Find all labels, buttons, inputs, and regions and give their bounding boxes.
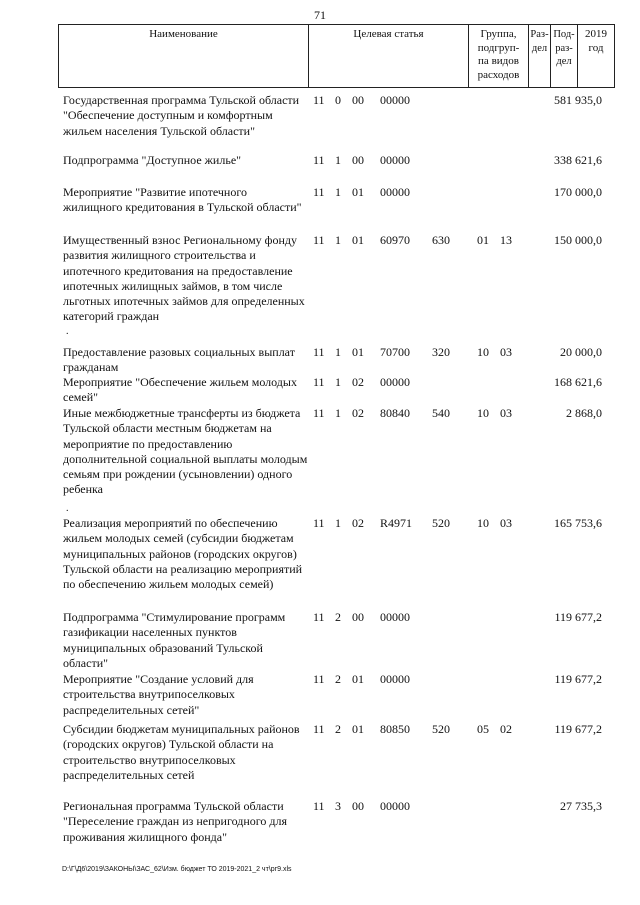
header-name: Наименование xyxy=(59,25,309,87)
row-c-code: 02 xyxy=(352,516,364,530)
row-name: Иные межбюджетные трансферты из бюджета Тульской области местным бюджетам на мероприятие по предоставлению дополнительной социальной выплаты молодым семьям при рождении (усыновлении) одного ребенка xyxy=(63,406,308,497)
header-subsection: Под- раз- дел xyxy=(551,25,578,87)
row-c-code: 01 xyxy=(352,185,364,199)
row-a-code: 11 xyxy=(313,516,325,530)
row-d-code: 80850 xyxy=(380,722,410,736)
row-b-code: 0 xyxy=(335,93,341,107)
row-section-code: 10 xyxy=(477,406,489,420)
row-a-code: 11 xyxy=(313,406,325,420)
row-group-code: 630 xyxy=(432,233,450,247)
row-section-code: 01 xyxy=(477,233,489,247)
row-a-code: 11 xyxy=(313,799,325,813)
row-b-code: 1 xyxy=(335,233,341,247)
row-d-code: 00000 xyxy=(380,185,410,199)
row-value: 338 621,6 xyxy=(554,153,602,167)
row-b-code: 2 xyxy=(335,610,341,624)
row-b-code: 1 xyxy=(335,406,341,420)
row-name: Реализация мероприятий по обеспечению жильем молодых семей (субсидии бюджетам муниципальных районов (городских округов) Тульской области на реализацию мероприятий по обеспечению жильем молодых семей) xyxy=(63,516,303,592)
row-c-code: 00 xyxy=(352,799,364,813)
row-b-code: 1 xyxy=(335,185,341,199)
row-value: 581 935,0 xyxy=(554,93,602,107)
row-c-code: 00 xyxy=(352,610,364,624)
row-a-code: 11 xyxy=(313,375,325,389)
row-b-code: 1 xyxy=(335,516,341,530)
row-d-code: 00000 xyxy=(380,672,410,686)
row-subsection-code: 13 xyxy=(500,233,512,247)
row-b-code: 3 xyxy=(335,799,341,813)
page-number: 71 xyxy=(314,8,326,22)
row-subsection-code: 03 xyxy=(500,406,512,420)
row-b-code: 1 xyxy=(335,345,341,359)
row-section-code: 10 xyxy=(477,516,489,530)
file-path-footer: D:\Г\Д6\2019\ЗАКОНЫ\ЗАС_62\Изм. бюджет ТО 2019-2021_2 чт\рг9.xls xyxy=(62,866,292,873)
row-d-code: 80840 xyxy=(380,406,410,420)
row-group-code: 320 xyxy=(432,345,450,359)
row-c-code: 00 xyxy=(352,153,364,167)
row-c-code: 01 xyxy=(352,672,364,686)
row-c-code: 02 xyxy=(352,406,364,420)
row-value: 150 000,0 xyxy=(554,233,602,247)
row-b-code: 2 xyxy=(335,672,341,686)
row-c-code: 01 xyxy=(352,345,364,359)
row-value: 170 000,0 xyxy=(554,185,602,199)
row-value: 119 677,2 xyxy=(554,722,602,736)
row-a-code: 11 xyxy=(313,610,325,624)
row-a-code: 11 xyxy=(313,93,325,107)
row-subsection-code: 03 xyxy=(500,345,512,359)
row-a-code: 11 xyxy=(313,233,325,247)
header-group: Группа, подгруп- па видов расходов xyxy=(469,25,529,87)
row-name: Региональная программа Тульской области "Переселение граждан из непригодного для проживания жилищного фонда" xyxy=(63,799,287,844)
row-section-code: 10 xyxy=(477,345,489,359)
row-subsection-code: 03 xyxy=(500,516,512,530)
row-name: Мероприятие "Обеспечение жильем молодых семей" xyxy=(63,375,297,405)
row-d-code: 00000 xyxy=(380,799,410,813)
row-group-code: 520 xyxy=(432,722,450,736)
row-d-code: 00000 xyxy=(380,375,410,389)
row-section-code: 05 xyxy=(477,722,489,736)
row-value: 119 677,2 xyxy=(554,672,602,686)
row-c-code: 02 xyxy=(352,375,364,389)
row-name: Имущественный взнос Региональному фонду развития жилищного строительства и ипотечного кредитования на предоставление ипотечных жилищных займов, в том числе льготных ипотечных займов для определенных категорий граждан xyxy=(63,233,305,324)
row-group-code: 540 xyxy=(432,406,450,420)
row-b-code: 1 xyxy=(335,375,341,389)
row-name: Субсидии бюджетам муниципальных районов (городских округов) Тульской области на строительство внутрипоселковых распределительных сетей xyxy=(63,722,300,782)
row-name: Мероприятие "Создание условий для строительства внутрипоселковых распределительных сетей" xyxy=(63,672,254,717)
row-b-code: 2 xyxy=(335,722,341,736)
row-value: 27 735,3 xyxy=(560,799,602,813)
row-d-code: 70700 xyxy=(380,345,410,359)
row-a-code: 11 xyxy=(313,722,325,736)
row-name: Предоставление разовых социальных выплат гражданам xyxy=(63,345,295,375)
header-section: Раз- дел xyxy=(529,25,551,87)
header-year: 2019 год xyxy=(585,28,607,54)
row-a-code: 11 xyxy=(313,672,325,686)
row-name: Государственная программа Тульской области "Обеспечение доступным и комфортным жильем населения Тульской области" xyxy=(63,93,300,138)
row-value: 168 621,6 xyxy=(554,375,602,389)
row-a-code: 11 xyxy=(313,345,325,359)
row-d-code: 00000 xyxy=(380,153,410,167)
row-d-code: 00000 xyxy=(380,93,410,107)
row-d-code: 60970 xyxy=(380,233,410,247)
row-name: Мероприятие "Развитие ипотечного жилищного кредитования в Тульской области" xyxy=(63,185,302,215)
row-group-code: 520 xyxy=(432,516,450,530)
row-c-code: 01 xyxy=(352,233,364,247)
scan-mark: . xyxy=(66,326,69,337)
row-name: Подпрограмма "Доступное жилье" xyxy=(63,153,242,167)
row-d-code: 00000 xyxy=(380,610,410,624)
header-target: Целевая статья xyxy=(309,25,469,87)
row-d-code: R4971 xyxy=(380,516,413,530)
row-subsection-code: 02 xyxy=(500,722,512,736)
row-c-code: 01 xyxy=(352,722,364,736)
row-value: 2 868,0 xyxy=(566,406,602,420)
row-value: 119 677,2 xyxy=(554,610,602,624)
row-a-code: 11 xyxy=(313,153,325,167)
row-b-code: 1 xyxy=(335,153,341,167)
row-a-code: 11 xyxy=(313,185,325,199)
row-c-code: 00 xyxy=(352,93,364,107)
scan-mark: . xyxy=(66,503,69,514)
row-value: 20 000,0 xyxy=(560,345,602,359)
row-value: 165 753,6 xyxy=(554,516,602,530)
row-name: Подпрограмма "Стимулирование программ газификации населенных пунктов муниципальных образований Тульской области" xyxy=(63,610,286,670)
